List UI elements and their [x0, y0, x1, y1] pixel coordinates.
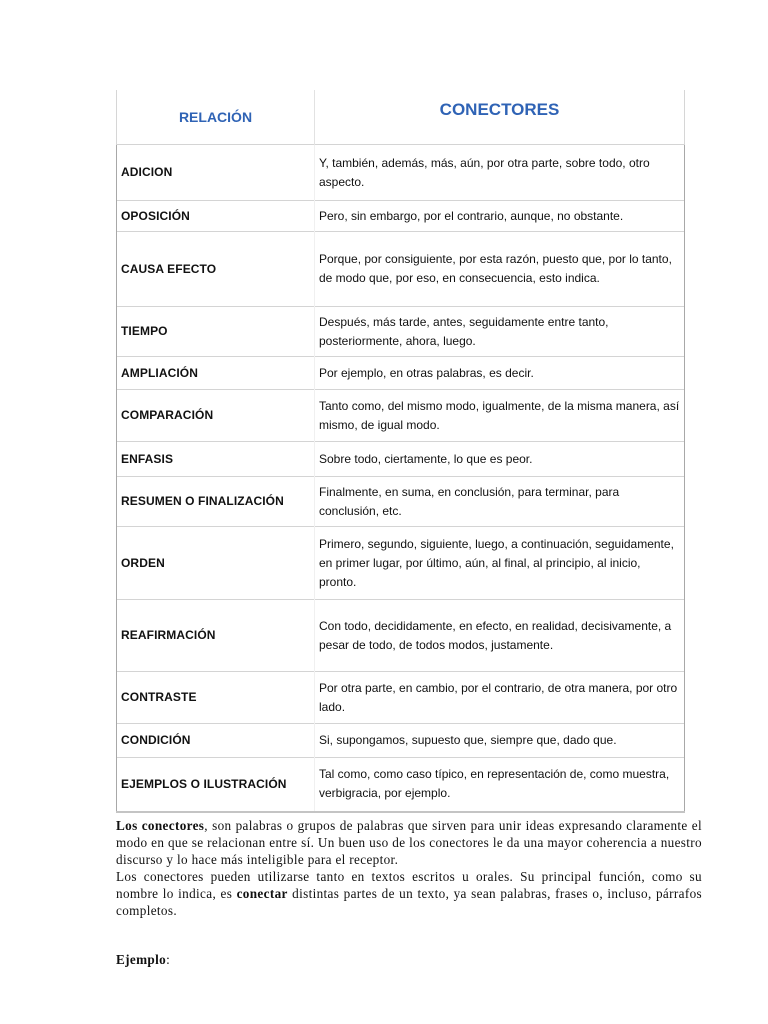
paragraph-function — [116, 868, 702, 919]
relation-cell: CAUSA EFECTO — [117, 232, 315, 307]
connectors-cell: Tanto como, del mismo modo, igualmente, de la misma manera, así mismo, de igual modo. — [315, 390, 685, 442]
bold-term-conectar: conectar — [236, 886, 288, 901]
relation-cell: CONTRASTE — [117, 672, 315, 724]
relation-cell: ENFASIS — [117, 442, 315, 477]
header-relacion: RELACIÓN — [117, 90, 315, 145]
table-row — [117, 600, 685, 672]
connectors-cell: Por otra parte, en cambio, por el contrario, de otra manera, por otro lado. — [315, 672, 685, 724]
function-text-end: distintas partes de un texto, ya sean palabras, frases o, incluso, párrafos completos. — [116, 886, 702, 918]
table-header — [117, 90, 685, 145]
table-row — [117, 442, 685, 477]
table-row — [117, 672, 685, 724]
table-row — [117, 307, 685, 357]
example-label: Ejemplo — [116, 952, 167, 967]
connectors-cell: Por ejemplo, en otras palabras, es decir. — [315, 357, 685, 390]
table-row — [117, 357, 685, 390]
example-heading — [116, 951, 170, 968]
table-row — [117, 477, 685, 527]
header-conectores: CONECTORES — [315, 90, 685, 145]
connectors-cell: Con todo, decididamente, en efecto, en realidad, decisivamente, a pesar de todo, de todos modos, justamente. — [315, 600, 685, 672]
connectors-cell: Porque, por consiguiente, por esta razón, puesto que, por lo tanto, de modo que, por eso, en consecuencia, esto indica. — [315, 232, 685, 307]
connectors-cell: Pero, sin embargo, por el contrario, aunque, no obstante. — [315, 201, 685, 232]
relation-cell: ADICION — [117, 145, 315, 201]
table-row — [117, 390, 685, 442]
table-row — [117, 758, 685, 812]
connectors-cell: Y, también, además, más, aún, por otra parte, sobre todo, otro aspecto. — [315, 145, 685, 201]
bold-term-conectores: Los conectores — [116, 818, 205, 833]
definition-text: , son palabras o grupos de palabras que sirven para unir ideas expresando claramente el modo en que se relacionan entre sí. Un buen uso de los conectores le da una mayor coherencia a nuestro discurso y lo hace más inteligible para el receptor. — [116, 818, 702, 867]
table-row — [117, 145, 685, 201]
relation-cell: REAFIRMACIÓN — [117, 600, 315, 672]
function-text-start: Los conectores pueden utilizarse tanto en textos escritos u orales. Su principal función, como su nombre lo indica, es — [116, 869, 702, 901]
table-row — [117, 201, 685, 232]
connectors-cell: Primero, segundo, siguiente, luego, a continuación, seguidamente, en primer lugar, por último, aún, al final, al principio, al inicio, pronto. — [315, 527, 685, 600]
explanation-text — [116, 817, 702, 919]
relation-cell: EJEMPLOS O ILUSTRACIÓN — [117, 758, 315, 812]
header-row — [117, 90, 685, 145]
relation-cell: ORDEN — [117, 527, 315, 600]
relation-cell: RESUMEN O FINALIZACIÓN — [117, 477, 315, 527]
table-body — [117, 145, 685, 812]
connectors-cell: Sobre todo, ciertamente, lo que es peor. — [315, 442, 685, 477]
relation-cell: TIEMPO — [117, 307, 315, 357]
connectors-cell: Finalmente, en suma, en conclusión, para terminar, para conclusión, etc. — [315, 477, 685, 527]
table-row — [117, 527, 685, 600]
connectors-cell: Después, más tarde, antes, seguidamente entre tanto, posteriormente, ahora, luego. — [315, 307, 685, 357]
relation-cell: OPOSICIÓN — [117, 201, 315, 232]
connectors-cell: Si, supongamos, supuesto que, siempre que, dado que. — [315, 724, 685, 758]
relation-cell: CONDICIÓN — [117, 724, 315, 758]
table-row — [117, 232, 685, 307]
relation-cell: AMPLIACIÓN — [117, 357, 315, 390]
relation-cell: COMPARACIÓN — [117, 390, 315, 442]
example-colon: : — [166, 952, 171, 967]
table-row — [117, 724, 685, 758]
connectors-table — [116, 90, 685, 813]
connectors-cell: Tal como, como caso típico, en representación de, como muestra, verbigracia, por ejemplo. — [315, 758, 685, 812]
paragraph-definition — [116, 817, 702, 868]
